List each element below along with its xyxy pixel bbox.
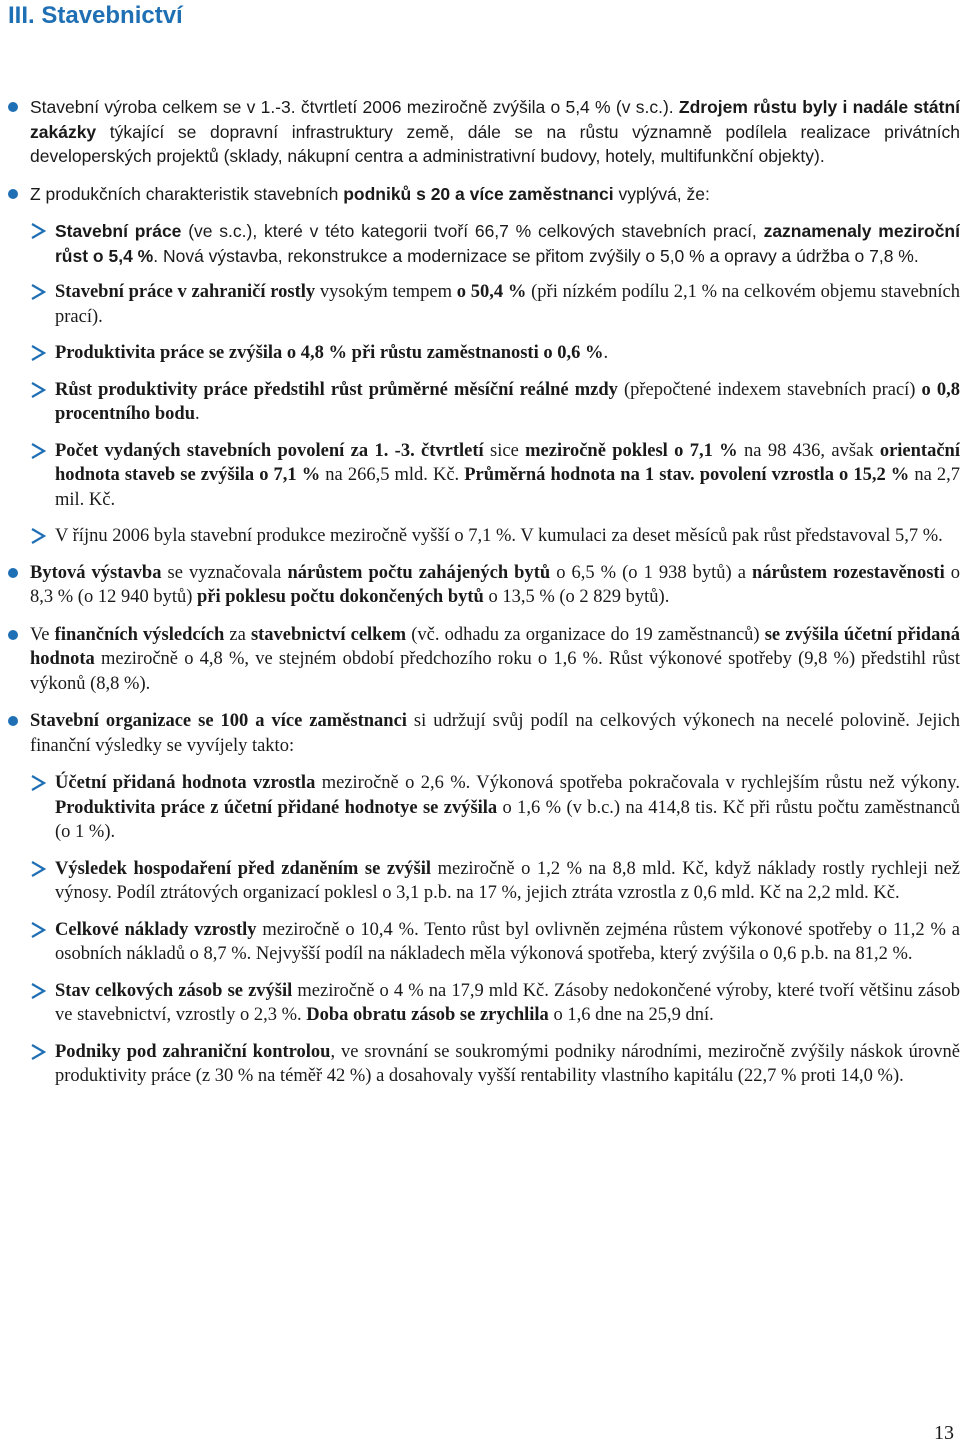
paragraph-bytova-vystavba: Bytová výstavba se vyznačovala nárůstem počtu zahájených bytů o 6,5 % (o 1 938 bytů) a nárůstem rozestavěnosti o 8,3 % (o 12 940 bytů) při poklesu počtu dokončených bytů o 13,5 % (o 2 829 bytů).: [8, 561, 960, 610]
arrow-bullet-icon: [30, 439, 46, 463]
page-number: 13: [934, 1422, 954, 1444]
arrow-bullet-icon: [30, 341, 46, 365]
arrow-bullet-icon: [30, 1040, 46, 1064]
blue-dot-icon: [8, 630, 18, 640]
sub-item-stavebni-povoleni: Počet vydaných stavebních povolení za 1. -3. čtvrtletí sice meziročně poklesl o 7,1 % na 98 436, avšak orientační hodnota staveb se zvýšila o 7,1 % na 266,5 mld. Kč. Průměrná hodnota na 1 stav. povolení vzrostla o 15,2 % na 2,7 mil. Kč.: [8, 439, 960, 513]
arrow-bullet-icon: [30, 918, 46, 942]
sub-item-stavebni-prace: Stavební práce (ve s.c.), které v této kategorii tvoří 66,7 % celkových stavebních prací, zaznamenaly meziroční růst o 5,4 %. Nová výstavba, rekonstrukce a modernizace se přitom zvýšily o 5,0 % a opravy a údržba o 7,8 %.: [8, 219, 960, 268]
sub-item-stav-zasob: Stav celkových zásob se zvýšil meziročně o 4 % na 17,9 mld Kč. Zásoby nedokončené výroby, které tvoří většinu zásob ve stavebnictví, vzrostly o 2,3 %. Doba obratu zásob se zrychlila o 1,6 dne na 25,9 dní.: [8, 979, 960, 1028]
sub-item-vysledek-hospodareni: Výsledek hospodaření před zdaněním se zvýšil meziročně o 1,2 % na 8,8 mld. Kč, když náklady rostly rychleji než výnosy. Podíl ztrátových organizací poklesl o 3,1 p.b. na 17 %, jejich ztráta vzrostla z 0,6 mld. Kč na 2,2 mld. Kč.: [8, 857, 960, 906]
paragraph-produkcni-charakteristiky: Z produkčních charakteristik stavebních podniků s 20 a více zaměstnanci vyplývá, že:: [8, 182, 960, 207]
sub-item-produktivita: Produktivita práce se zvýšila o 4,8 % při růstu zaměstnanosti o 0,6 %.: [8, 341, 960, 366]
arrow-bullet-icon: [30, 378, 46, 402]
page-title: III. Stavebnictví: [8, 2, 183, 29]
arrow-bullet-icon: [30, 857, 46, 881]
arrow-bullet-icon: [30, 979, 46, 1003]
blue-dot-icon: [8, 568, 18, 578]
arrow-bullet-icon: [30, 219, 46, 243]
sub-item-ucetni-pridana-hodnota: Účetní přidaná hodnota vzrostla meziročně o 2,6 %. Výkonová spotřeba pokračovala v rychlejším růstu než výkony. Produktivita práce z účetní přidané hodnotye se zvýšila o 1,6 % (v b.c.) na 414,8 tis. Kč při růstu počtu zaměstnanců (o 1 %).: [8, 771, 960, 845]
blue-dot-icon: [8, 189, 18, 199]
paragraph-stavebni-organizace: Stavební organizace se 100 a více zaměstnanci si udržují svůj podíl na celkových výkonech na necelé polovině. Jejich finanční výsledky se vyvíjely takto:: [8, 709, 960, 758]
arrow-bullet-icon: [30, 771, 46, 795]
paragraph-financni-vysledky: Ve finančních výsledcích za stavebnictví celkem (vč. odhadu za organizace do 19 zaměstnanců) se zvýšila účetní přidaná hodnota meziročně o 4,8 %, ve stejném období předchozího roku o 1,6 %. Růst výkonové spotřeby (9,8 %) předstihl růst výkonů (8,8 %).: [8, 623, 960, 697]
sub-item-rijen-2006: V říjnu 2006 byla stavební produkce meziročně vyšší o 7,1 %. V kumulaci za deset měsíců pak růst představoval 5,7 %.: [8, 524, 960, 549]
sub-item-zahranici: Stavební práce v zahraničí rostly vysokým tempem o 50,4 % (při nízkém podílu 2,1 % na celkovém objemu stavebních prací).: [8, 280, 960, 329]
blue-dot-icon: [8, 716, 18, 726]
blue-dot-icon: [8, 102, 18, 112]
paragraph-stavebni-vyroba: Stavební výroba celkem se v 1.-3. čtvrtletí 2006 meziročně zvýšila o 5,4 % (v s.c.). Zdrojem růstu byly i nadále státní zakázky týkající se dopravní infrastruktury země, dále se na růstu významně podílela realizace privátních developerských projektů (sklady, nákupní centra a administrativní budovy, hotely, multifunkční objekty).: [8, 95, 960, 169]
document-body: [8, 95, 960, 1101]
sub-item-rust-produktivity: Růst produktivity práce předstihl růst průměrné měsíční reálné mzdy (přepočtené indexem stavebních prací) o 0,8 procentního bodu.: [8, 378, 960, 427]
sub-item-zahranicni-kontrola: Podniky pod zahraniční kontrolou, ve srovnání se soukromými podniky národními, meziročně zvýšily náskok úrovně produktivity práce (z 30 % na téměř 42 %) a dosahovaly vyšší rentability vlastního kapitálu (22,7 % proti 14,0 %).: [8, 1040, 960, 1089]
arrow-bullet-icon: [30, 524, 46, 548]
sub-item-celkove-naklady: Celkové náklady vzrostly meziročně o 10,4 %. Tento růst byl ovlivněn zejména růstem výkonové spotřeby o 11,2 % a osobních nákladů o 8,7 %. Nejvyšší podíl na nákladech měla výkonová spotřeba, který zvýšila o 0,6 p.b. na 81,2 %.: [8, 918, 960, 967]
arrow-bullet-icon: [30, 280, 46, 304]
